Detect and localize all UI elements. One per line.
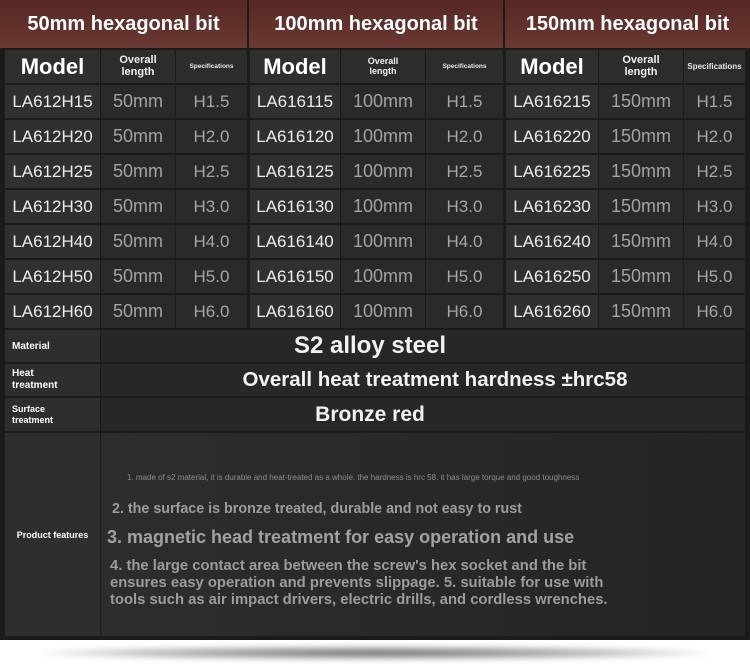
feature-paragraph-line: 4. the large contact area between the screw's hex socket and the bit [110, 558, 587, 574]
spec-cell: H3.0 [176, 190, 247, 223]
length-cell: 150mm [599, 120, 683, 153]
column-header-model: Model [506, 50, 598, 83]
length-cell: 100mm [341, 295, 425, 328]
feature-paragraph-line: tools such as air impact drivers, electric drills, and cordless wrenches. [110, 592, 608, 608]
spec-cell: H4.0 [426, 225, 503, 258]
material-value: S2 alloy steel [101, 330, 745, 362]
group-100mm-table [250, 50, 503, 328]
length-cell: 50mm [101, 155, 175, 188]
model-cell: LA616125 [250, 155, 340, 188]
spec-cell: H5.0 [684, 260, 745, 293]
product-features-content [101, 433, 745, 636]
surface-treatment-row [5, 398, 745, 431]
model-cell: LA612H60 [5, 295, 100, 328]
column-header-overall-length [101, 50, 175, 83]
spec-cell: H2.0 [684, 120, 745, 153]
model-cell: LA612H50 [5, 260, 100, 293]
feature-item: 3. magnetic head treatment for easy operation and use [107, 527, 575, 547]
bottom-shadow [40, 646, 710, 660]
model-cell: LA616115 [250, 85, 340, 118]
length-cell: 100mm [341, 85, 425, 118]
spec-cell: H5.0 [176, 260, 247, 293]
surface-treatment-label [5, 398, 100, 431]
spec-cell: H2.0 [176, 120, 247, 153]
column-header-model: Model [5, 50, 100, 83]
column-header-overall-length-label: Overall length [367, 56, 399, 76]
spec-cell: H4.0 [684, 225, 745, 258]
spec-cell: H1.5 [176, 85, 247, 118]
spec-cell: H6.0 [684, 295, 745, 328]
spec-cell: H1.5 [426, 85, 503, 118]
column-header-specifications: Specifications [684, 50, 745, 83]
heat-treatment-label-text: Heat treatment [12, 368, 58, 391]
group-50mm-table [5, 50, 247, 328]
length-cell: 50mm [101, 190, 175, 223]
group-title-50mm: 50mm hexagonal bit [0, 0, 247, 48]
column-header-specifications: Specifications [176, 50, 247, 83]
spec-cell: H4.0 [176, 225, 247, 258]
material-row [5, 330, 745, 362]
heat-treatment-label [5, 364, 100, 396]
feature-item: 1. made of s2 material, it is durable and heat-treated as a whole. the hardness is hrc 58. it has large torque and good toughness [127, 473, 580, 482]
model-cell: LA616160 [250, 295, 340, 328]
spec-cell: H2.0 [426, 120, 503, 153]
spec-cell: H5.0 [426, 260, 503, 293]
model-cell: LA616225 [506, 155, 598, 188]
model-cell: LA612H20 [5, 120, 100, 153]
length-cell: 50mm [101, 85, 175, 118]
length-cell: 150mm [599, 190, 683, 223]
product-features-label: Product features [5, 433, 100, 636]
column-header-overall-length [599, 50, 683, 83]
column-header-overall-length-label: Overall length [622, 53, 660, 78]
length-cell: 150mm [599, 260, 683, 293]
length-cell: 100mm [341, 225, 425, 258]
model-cell: LA616140 [250, 225, 340, 258]
model-cell: LA616250 [506, 260, 598, 293]
length-cell: 50mm [101, 225, 175, 258]
surface-treatment-value: Bronze red [101, 398, 745, 431]
length-cell: 50mm [101, 295, 175, 328]
length-cell: 150mm [599, 295, 683, 328]
spec-cell: H2.5 [176, 155, 247, 188]
group-title-100mm: 100mm hexagonal bit [249, 0, 503, 48]
length-cell: 100mm [341, 190, 425, 223]
length-cell: 100mm [341, 155, 425, 188]
heat-treatment-value: Overall heat treatment hardness ±hrc58 [101, 364, 745, 396]
model-cell: LA616150 [250, 260, 340, 293]
spec-cell: H6.0 [426, 295, 503, 328]
spec-cell: H6.0 [176, 295, 247, 328]
model-cell: LA612H15 [5, 85, 100, 118]
spec-cell: H2.5 [684, 155, 745, 188]
spec-cell: H3.0 [684, 190, 745, 223]
column-header-overall-length [341, 50, 425, 83]
spec-cell: H2.5 [426, 155, 503, 188]
length-cell: 150mm [599, 85, 683, 118]
column-header-overall-length-label: Overall length [119, 53, 157, 78]
model-cell: LA616130 [250, 190, 340, 223]
spec-cell: H3.0 [426, 190, 503, 223]
model-cell: LA612H25 [5, 155, 100, 188]
model-cell: LA616230 [506, 190, 598, 223]
length-cell: 150mm [599, 225, 683, 258]
model-cell: LA616220 [506, 120, 598, 153]
length-cell: 100mm [341, 120, 425, 153]
group-title-150mm: 150mm hexagonal bit [505, 0, 750, 48]
model-cell: LA616215 [506, 85, 598, 118]
spec-cell: H1.5 [684, 85, 745, 118]
length-cell: 50mm [101, 260, 175, 293]
model-cell: LA616240 [506, 225, 598, 258]
length-cell: 50mm [101, 120, 175, 153]
model-cell: LA616260 [506, 295, 598, 328]
feature-paragraph-line: ensures easy operation and prevents slippage. 5. suitable for use with [110, 575, 604, 591]
group-150mm-table [506, 50, 745, 328]
length-cell: 100mm [341, 260, 425, 293]
product-features-row [5, 433, 745, 636]
model-cell: LA612H40 [5, 225, 100, 258]
material-label: Material [5, 330, 100, 362]
heat-treatment-row [5, 364, 745, 396]
feature-item: 2. the surface is bronze treated, durable and not easy to rust [112, 501, 522, 517]
feature-paragraph [110, 558, 608, 609]
surface-treatment-label-text: Surface treatment [12, 403, 54, 425]
model-cell: LA612H30 [5, 190, 100, 223]
column-header-model: Model [250, 50, 340, 83]
column-header-specifications: Specifications [426, 50, 503, 83]
length-cell: 150mm [599, 155, 683, 188]
model-cell: LA616120 [250, 120, 340, 153]
